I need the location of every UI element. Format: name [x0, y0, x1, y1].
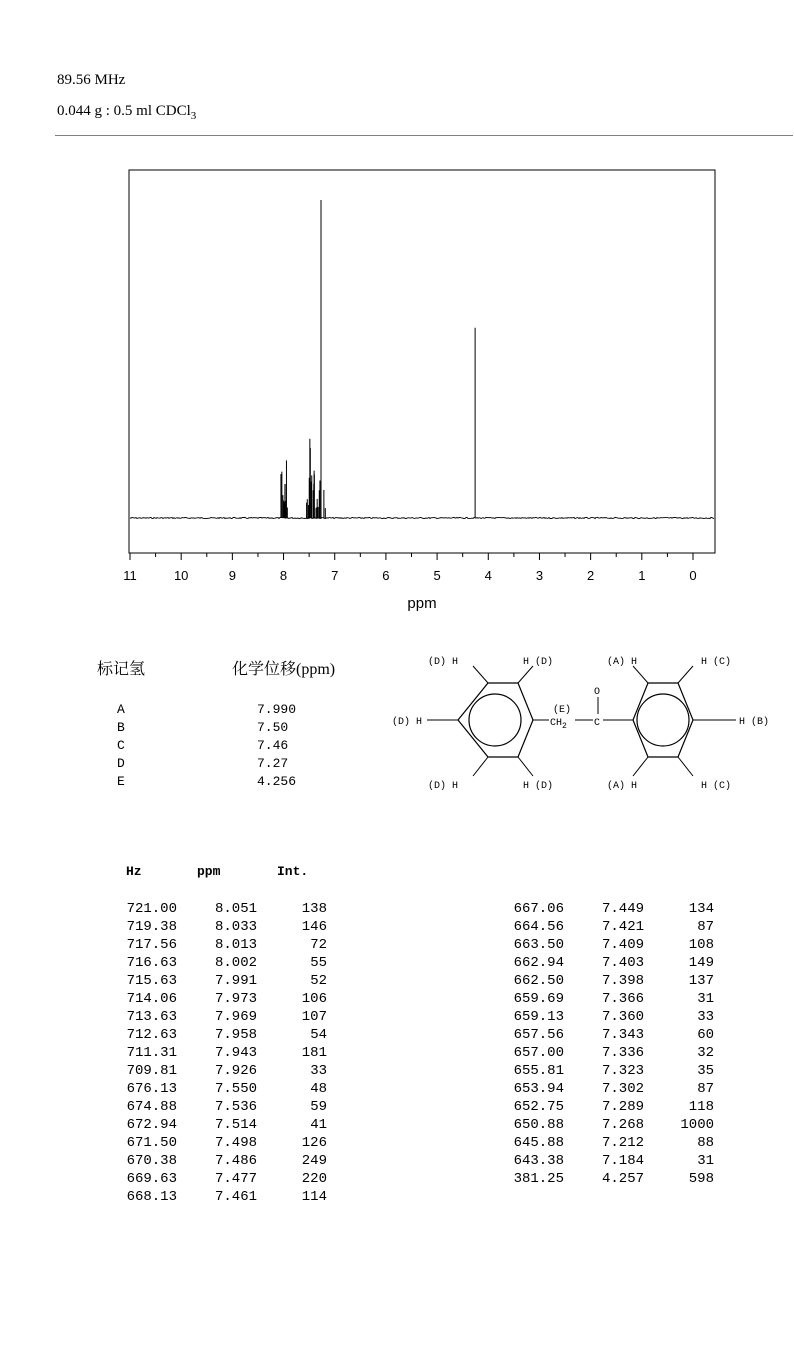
- peak-intensity: 114: [301, 1189, 327, 1205]
- spectrum-peaks: [281, 200, 475, 518]
- h-label-left-bottom-right: H (D): [523, 781, 554, 792]
- table-row: [0, 919, 794, 937]
- peak-intensity: 59: [310, 1099, 327, 1115]
- peak-intensity: 31: [697, 1153, 714, 1169]
- peak-hz: 711.31: [126, 1045, 177, 1061]
- peak-hz: 721.00: [126, 901, 177, 917]
- x-tick-label: 10: [173, 568, 189, 583]
- peak-ppm: 7.477: [214, 1171, 257, 1187]
- x-tick-label: 7: [331, 568, 339, 583]
- table-row: [0, 937, 794, 955]
- bond: [678, 666, 693, 683]
- bond: [473, 666, 488, 683]
- peak-intensity: 48: [310, 1081, 327, 1097]
- peak-intensity: 52: [310, 973, 327, 989]
- spectrum-trace: [130, 517, 714, 518]
- peak-table-header-hz: Hz: [126, 864, 142, 879]
- peak-ppm: 7.302: [601, 1081, 644, 1097]
- peak-hz: 676.13: [126, 1081, 177, 1097]
- left-ring-aromatic-circle: [469, 694, 521, 746]
- peak-ppm: 7.486: [214, 1153, 257, 1169]
- peak-intensity: 87: [697, 919, 714, 935]
- table-row: [0, 1045, 794, 1063]
- assignment-shift: 7.990: [257, 702, 297, 717]
- peak-ppm: 8.013: [214, 937, 257, 953]
- nmr-spectrum-chart: [0, 160, 794, 620]
- h-label-left-top-right: H (D): [523, 657, 554, 668]
- peak-intensity: 134: [688, 901, 714, 917]
- peak-ppm: 7.360: [601, 1009, 644, 1025]
- peak-hz: 713.63: [126, 1009, 177, 1025]
- spectrometer-frequency: 89.56 MHz: [57, 72, 126, 88]
- assignment-label: E: [117, 774, 125, 789]
- peak-intensity: 107: [301, 1009, 327, 1025]
- bond: [633, 757, 648, 776]
- peak-hz: 659.13: [513, 1009, 564, 1025]
- methylene-ch2: $CH_2$: [550, 718, 567, 731]
- peak-ppm: 7.991: [214, 973, 257, 989]
- peak-intensity: 32: [697, 1045, 714, 1061]
- carbonyl-carbon: C: [594, 718, 601, 729]
- peak-intensity: 598: [688, 1171, 714, 1187]
- h-label-right-top-right: H (C): [701, 657, 732, 668]
- bond: [518, 666, 533, 683]
- h-label-right-top-left: (A) H: [607, 657, 638, 668]
- peak-table-header-ppm: ppm: [197, 864, 221, 879]
- peak-hz: 674.88: [126, 1099, 177, 1115]
- peak-hz: 650.88: [513, 1117, 564, 1133]
- peak-ppm: 7.958: [214, 1027, 257, 1043]
- peak-hz: 667.06: [513, 901, 564, 917]
- peak-hz: 663.50: [513, 937, 564, 953]
- x-tick-label: 5: [433, 568, 441, 583]
- peak-ppm: 7.366: [601, 991, 644, 1007]
- assignment-shift: 7.27: [257, 756, 289, 771]
- table-row: [0, 1171, 794, 1189]
- peak-ppm: 7.398: [601, 973, 644, 989]
- table-row: [0, 1099, 794, 1117]
- h-label-right-bottom-right: H (C): [701, 781, 732, 792]
- x-tick-label: 1: [638, 568, 646, 583]
- x-axis-label: ppm: [407, 595, 437, 612]
- peak-intensity: 33: [310, 1063, 327, 1079]
- peak-intensity: 87: [697, 1081, 714, 1097]
- peak-intensity: 54: [310, 1027, 327, 1043]
- peak-hz: 714.06: [126, 991, 177, 1007]
- peak-intensity: 108: [688, 937, 714, 953]
- assignment-label: C: [117, 738, 125, 753]
- table-row: [0, 1063, 794, 1081]
- peak-intensity: 35: [697, 1063, 714, 1079]
- peak-ppm: 7.184: [601, 1153, 644, 1169]
- peak-intensity: 31: [697, 991, 714, 1007]
- peak-hz: 662.94: [513, 955, 564, 971]
- peak-ppm: 7.409: [601, 937, 644, 953]
- peak-hz: 709.81: [126, 1063, 177, 1079]
- assignment-header-shift: 化学位移(ppm): [232, 661, 336, 678]
- x-tick-label: 6: [382, 568, 390, 583]
- peak-ppm: 7.449: [601, 901, 644, 917]
- peak-ppm: 7.323: [601, 1063, 644, 1079]
- assignment-shift: 4.256: [257, 774, 297, 789]
- x-tick-label: 9: [228, 568, 236, 583]
- assignment-shift: 7.46: [257, 738, 289, 753]
- h-label-right-para: H (B): [739, 717, 770, 728]
- table-row: [0, 1153, 794, 1171]
- peak-hz: 668.13: [126, 1189, 177, 1205]
- assignment-shift: 7.50: [257, 720, 289, 735]
- x-tick-label: 11: [123, 568, 137, 583]
- bond: [473, 757, 488, 776]
- right-ring-aromatic-circle: [637, 694, 689, 746]
- peak-ppm: 7.212: [601, 1135, 644, 1151]
- peak-intensity: 181: [301, 1045, 327, 1061]
- table-row: [0, 1027, 794, 1045]
- methylene-e-label: (E): [553, 705, 572, 716]
- assignment-label: D: [117, 756, 125, 771]
- header-divider: [55, 135, 793, 136]
- peak-intensity: 41: [310, 1117, 327, 1133]
- table-row: [0, 955, 794, 973]
- peak-ppm: 7.926: [214, 1063, 257, 1079]
- peak-ppm: 7.969: [214, 1009, 257, 1025]
- peak-ppm: 7.336: [601, 1045, 644, 1061]
- table-row: [0, 1189, 794, 1207]
- peak-intensity: 55: [310, 955, 327, 971]
- peak-intensity: 138: [301, 901, 327, 917]
- peak-ppm: 7.403: [601, 955, 644, 971]
- bond: [518, 757, 533, 776]
- peak-ppm: 7.943: [214, 1045, 257, 1061]
- x-tick-label: 4: [484, 568, 492, 583]
- peak-intensity: 1000: [680, 1117, 714, 1133]
- peak-hz: 664.56: [513, 919, 564, 935]
- peak-ppm: 7.461: [214, 1189, 257, 1205]
- table-row: [0, 1081, 794, 1099]
- peak-hz: 717.56: [126, 937, 177, 953]
- x-axis-ticks: [130, 553, 693, 560]
- peak-ppm: 7.289: [601, 1099, 644, 1115]
- assignment-label: B: [117, 720, 125, 735]
- peak-hz: 670.38: [126, 1153, 177, 1169]
- peak-intensity: 249: [301, 1153, 327, 1169]
- plot-frame: [129, 170, 715, 553]
- sample-subscript: 3: [190, 110, 197, 122]
- carbonyl-oxygen: O: [594, 687, 601, 698]
- h-label-left-top-left: (D) H: [428, 657, 459, 668]
- peak-ppm: 7.421: [601, 919, 644, 935]
- peak-hz: 645.88: [513, 1135, 564, 1151]
- peak-ppm: 7.550: [214, 1081, 257, 1097]
- table-row: [0, 991, 794, 1009]
- peak-hz: 719.38: [126, 919, 177, 935]
- peak-ppm: 8.033: [214, 919, 257, 935]
- peak-intensity: 149: [688, 955, 714, 971]
- peak-hz: 653.94: [513, 1081, 564, 1097]
- h-label-left-para: (D) H: [392, 717, 423, 728]
- peak-ppm: 4.257: [601, 1171, 644, 1187]
- peak-hz: 712.63: [126, 1027, 177, 1043]
- peak-hz: 662.50: [513, 973, 564, 989]
- peak-ppm: 7.536: [214, 1099, 257, 1115]
- peak-intensity: 72: [310, 937, 327, 953]
- peak-hz: 652.75: [513, 1099, 564, 1115]
- peak-intensity: 137: [688, 973, 714, 989]
- table-row: [0, 1135, 794, 1153]
- table-row: [0, 973, 794, 991]
- table-row: [0, 1117, 794, 1135]
- structure-diagram: [385, 648, 785, 798]
- peak-table-header-int: Int.: [277, 864, 309, 879]
- assignment-header-label: 标记氢: [97, 661, 146, 678]
- peak-hz: 669.63: [126, 1171, 177, 1187]
- peak-ppm: 7.268: [601, 1117, 644, 1133]
- peak-hz: 381.25: [513, 1171, 564, 1187]
- table-row: [0, 1009, 794, 1027]
- peak-intensity: 88: [697, 1135, 714, 1151]
- peak-hz: 657.56: [513, 1027, 564, 1043]
- x-tick-label: 2: [587, 568, 595, 583]
- peak-hz: 716.63: [126, 955, 177, 971]
- peak-intensity: 220: [301, 1171, 327, 1187]
- peak-hz: 672.94: [126, 1117, 177, 1133]
- peak-ppm: 7.514: [214, 1117, 257, 1133]
- x-tick-label: 3: [535, 568, 544, 583]
- x-tick-label: 8: [279, 568, 288, 583]
- peak-ppm: 8.051: [214, 901, 257, 917]
- x-tick-label: 0: [689, 568, 697, 583]
- h-label-right-bottom-left: (A) H: [607, 781, 638, 792]
- peak-intensity: 118: [688, 1099, 714, 1115]
- peak-intensity: 146: [301, 919, 327, 935]
- peak-hz: 643.38: [513, 1153, 564, 1169]
- h-label-left-bottom-left: (D) H: [428, 781, 459, 792]
- bond: [678, 757, 693, 776]
- peak-intensity: 60: [697, 1027, 714, 1043]
- peak-ppm: 7.973: [214, 991, 257, 1007]
- peak-hz: 659.69: [513, 991, 564, 1007]
- sample-conditions: [57, 103, 196, 122]
- peak-intensity: 106: [301, 991, 327, 1007]
- peak-intensity: 33: [697, 1009, 714, 1025]
- peak-hz: 657.00: [513, 1045, 564, 1061]
- assignment-label: A: [117, 702, 125, 717]
- peak-intensity: 126: [301, 1135, 327, 1151]
- bond: [633, 666, 648, 683]
- peak-hz: 671.50: [126, 1135, 177, 1151]
- x-axis-tick-labels: [123, 568, 696, 583]
- peak-ppm: 7.498: [214, 1135, 257, 1151]
- table-row: [0, 901, 794, 919]
- peak-hz: 715.63: [126, 973, 177, 989]
- peak-ppm: 8.002: [214, 955, 257, 971]
- peak-ppm: 7.343: [601, 1027, 644, 1043]
- peak-hz: 655.81: [513, 1063, 564, 1079]
- sample-text: 0.044 g : 0.5 ml CDCl: [57, 103, 191, 119]
